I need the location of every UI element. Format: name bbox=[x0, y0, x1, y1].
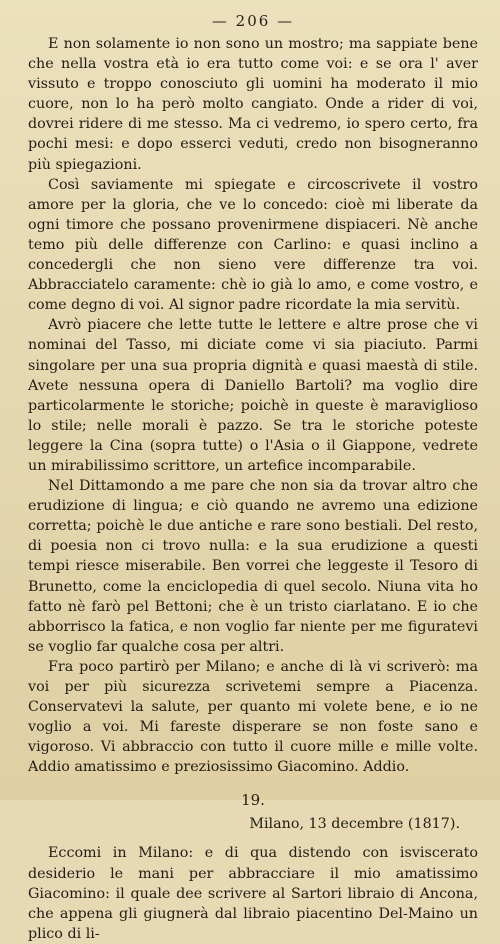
letter-18-continuation bbox=[28, 34, 478, 777]
letter-number: 19. bbox=[241, 791, 265, 810]
letter-19 bbox=[28, 789, 478, 943]
paragraph: Avrò piacere che lette tutte le lettere e altre prose che vi nominai del Tasso, mi diciate come vi sia piaciuto. Parmi singolare per una sua propria dignità e quasi maestà di stile. Avete nessuna opera di Daniello Bartoli? ma voglio dire particolarmente le storiche; poichè in queste è maraviglioso lo stile; nelle morali è pazzo. Se tra le storiche poteste leggere la Cina (sopra tutte) o l'Asia o il Giappone, vedrete un mirabilissimo scrittore, un artefice incomparabile. bbox=[28, 317, 478, 474]
paragraph: E non solamente io non sono un mostro; ma sappiate bene che nella vostra età io era tutto come voi: e se ora l' aver vissuto e troppo conosciuto gli uomini ha moderato il mio cuore, non lo ha però molto cangiato. Onde a rider di voi, dovrei ridere di me stesso. Ma ci vedremo, io spero certo, fra pochi mesi: e dopo esserci veduti, credo non bisogneranno più spiegazioni. bbox=[28, 36, 478, 173]
page-number: — 206 — bbox=[211, 12, 295, 30]
paragraph: Fra poco partirò per Milano; e anche di là vi scriverò: ma voi per più sicurezza scrivetemi sempre a Piacenza. Conservatevi la salute, per quanto mi volete bene, e io ne voglio a voi. Mi fareste disperare se non foste sano e vigoroso. Vi abbraccio con tutto il cuore mille e mille volte. Addio amatissimo e preziosissimo Giacomino. Addio. bbox=[28, 658, 478, 776]
letter-dateline: Milano, 13 decembre (1817). bbox=[249, 816, 460, 833]
paragraph: Così saviamente mi spiegate e circoscrivete il vostro amore per la gloria, che ve lo concedo: cioè mi liberate da ogni timore che possano provenirmene dispiaceri. Nè anche temo più delle differenze con Carlino: e quasi inclino a concedergli che non sieno vere differenze tra voi. Abbracciatelo caramente: chè io già lo amo, e come vostro, e come degno di voi. Al signor padre ricordate la mia servitù. bbox=[28, 176, 478, 314]
paragraph: Nel Dittamondo a me pare che non sia da trovar altro che erudizione di lingua; e ciò quando ne avremo una edizione corretta; poichè le due antiche e rare sono bestiali. Del resto, di poesia non ci trovo nulla: e la sua erudizione a questi tempi riesce miserabile. Ben vorrei che leggeste il Tesoro di Brunetto, come la enciclopedia di quel secolo. Niuna vita ho fatto nè farò pel Bettoni; che è un tristo ciarlatano. E io che abborrisco la fatica, e non voglio far niente per me figuratevi se voglio far qualche cosa per altri. bbox=[28, 478, 478, 655]
paragraph: Eccomi in Milano: e di qua distendo con isviscerato desiderio le mani per abbracciare il mio amatissimo Giacomino: il quale dee scrivere al Sartori libraio di Ancona, che appena gli giugnerà dal libraio piacentino Del-Maino un plico di li- bbox=[28, 845, 478, 942]
